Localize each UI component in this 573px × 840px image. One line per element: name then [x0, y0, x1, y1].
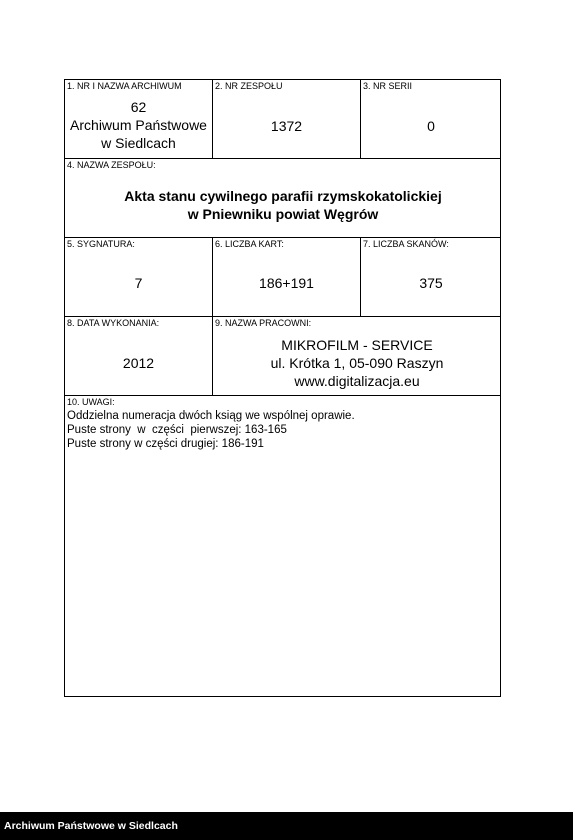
workshop-label: 9. NAZWA PRACOWNI:	[215, 318, 312, 328]
footer-text: Archiwum Państwowe w Siedlcach	[4, 820, 178, 832]
archive-name-line-1: Archiwum Państwowe	[70, 117, 207, 133]
archive-name-line-2: w Siedlcach	[101, 135, 176, 151]
cards-label: 6. LICZBA KART:	[215, 239, 284, 249]
fonds-name-line-1: Akta stanu cywilnego parafii rzymskokatolickiej	[124, 188, 442, 204]
workshop-line-2: ul. Krótka 1, 05-090 Raszyn	[270, 355, 444, 371]
metadata-card	[64, 79, 501, 697]
archive-label: 1. NR I NAZWA ARCHIWUM	[67, 81, 182, 91]
notes-line-3: Puste strony w części drugiej: 186-191	[67, 438, 264, 450]
date-label: 8. DATA WYKONANIA:	[67, 318, 160, 328]
notes-cell	[65, 396, 501, 696]
series-cell	[361, 80, 501, 158]
notes-label: 10. UWAGI:	[67, 397, 115, 407]
notes-text	[67, 409, 355, 451]
fonds-name-line-2: w Pniewniku powiat Węgrów	[187, 206, 379, 222]
notes-line-2: Puste strony w części pierwszej: 163-165	[67, 424, 287, 436]
scans-value: 375	[419, 275, 443, 291]
workshop-line-3: www.digitalizacja.eu	[294, 373, 420, 389]
signature-cell	[65, 238, 212, 316]
fonds-name-label: 4. NAZWA ZESPOŁU:	[67, 160, 156, 170]
series-value: 0	[427, 118, 435, 134]
fonds-name-cell	[65, 159, 501, 237]
date-cell	[65, 317, 212, 395]
signature-value: 7	[134, 275, 143, 291]
fonds-number-value: 1372	[270, 118, 303, 134]
fonds-number-label: 2. NR ZESPOŁU	[215, 81, 283, 91]
archive-cell	[65, 80, 212, 158]
cards-value: 186+191	[259, 275, 314, 291]
archive-number: 62	[130, 99, 147, 115]
workshop-cell	[213, 317, 501, 395]
fonds-number-cell	[213, 80, 360, 158]
signature-label: 5. SYGNATURA:	[67, 239, 135, 249]
notes-line-1: Oddzielna numeracja dwóch ksiąg we wspólnej oprawie.	[67, 410, 355, 422]
cards-cell	[213, 238, 360, 316]
date-value: 2012	[122, 355, 155, 371]
footer-bar	[0, 812, 573, 840]
scans-cell	[361, 238, 501, 316]
workshop-line-1: MIKROFILM - SERVICE	[281, 337, 433, 353]
series-label: 3. NR SERII	[363, 81, 413, 91]
scans-label: 7. LICZBA SKANÓW:	[363, 239, 449, 249]
